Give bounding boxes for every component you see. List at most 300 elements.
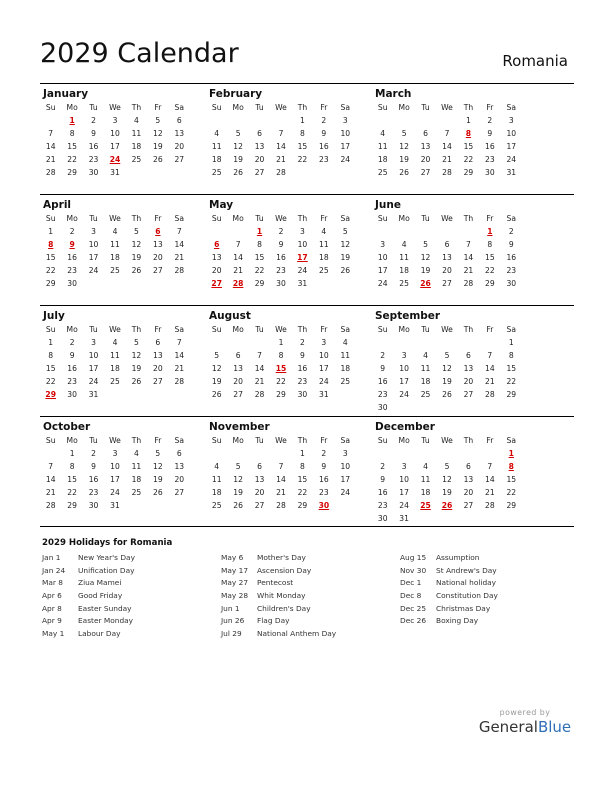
day-cell: 12 (442, 364, 452, 373)
day-cell: 6 (257, 129, 262, 138)
day-cell: 11 (420, 475, 431, 484)
day-cell: 16 (67, 364, 77, 373)
empty-day-cell (393, 336, 414, 349)
day-cell: 6 (423, 129, 428, 138)
day-cell: 14 (174, 351, 185, 360)
week-row (40, 264, 190, 277)
day-cell: 21 (174, 253, 185, 262)
day-cell: 28 (276, 501, 286, 510)
week-row (372, 499, 522, 512)
day-cell: 5 (134, 338, 139, 347)
week-row (206, 375, 356, 388)
week-row (206, 238, 356, 251)
week-row (40, 362, 190, 375)
day-cell: 26 (153, 155, 163, 164)
day-cell: 20 (233, 377, 243, 386)
day-cell: 11 (110, 351, 120, 360)
day-cell: 6 (235, 351, 241, 360)
holiday-item (42, 628, 212, 641)
day-cell: 25 (211, 168, 222, 177)
day-cell: 13 (211, 253, 222, 262)
week-row (206, 251, 356, 264)
week-row (40, 388, 190, 401)
holiday-item (400, 603, 570, 616)
holiday-date: Dec 1 (400, 578, 422, 588)
holiday-item (400, 615, 570, 628)
weekday-label: Fr (154, 325, 162, 334)
week-row (40, 225, 190, 238)
weekday-label: We (275, 325, 287, 334)
day-cell: 18 (319, 253, 329, 262)
holiday-date: May 28 (221, 591, 249, 601)
day-cell: 14 (45, 142, 56, 151)
day-cell: 7 (48, 462, 54, 471)
empty-day-cell (169, 166, 190, 179)
day-cell: 3 (342, 449, 348, 458)
empty-day-cell (436, 336, 457, 349)
weekday-label: Su (211, 103, 222, 112)
day-cell: 16 (377, 377, 388, 386)
weekday-label: Th (297, 436, 308, 445)
empty-day-cell (335, 388, 356, 401)
holiday-date: Jan 1 (42, 553, 61, 562)
week-row (372, 447, 522, 460)
day-cell: 31 (110, 501, 120, 510)
day-cell: 12 (211, 364, 222, 373)
weekday-label: Su (211, 325, 222, 334)
weekday-label: Su (211, 214, 222, 223)
holiday-item (42, 577, 212, 590)
weekday-header (206, 101, 356, 114)
empty-day-cell (335, 166, 356, 179)
holiday-name: Christmas Day (436, 603, 491, 613)
day-cell: 20 (420, 155, 431, 164)
day-cell: 19 (233, 488, 243, 497)
day-cell: 12 (399, 142, 409, 151)
weekday-label: Tu (89, 325, 98, 334)
empty-day-cell (479, 512, 500, 525)
day-cell: 31 (319, 390, 329, 399)
week-row (40, 238, 190, 251)
weekday-header (372, 323, 522, 336)
day-cell: 25 (131, 155, 142, 164)
day-cell: 27 (420, 168, 431, 177)
weekday-label: Mo (66, 325, 78, 334)
day-cell: 10 (377, 253, 388, 262)
month-october (40, 417, 190, 527)
holiday-column (400, 552, 570, 628)
month-name: January (43, 88, 89, 100)
day-cell: 23 (67, 377, 77, 386)
day-cell: 1 (508, 449, 514, 458)
day-cell: 10 (88, 240, 99, 249)
day-cell: 24 (340, 488, 351, 497)
weekday-label: We (441, 103, 453, 112)
day-cell: 11 (211, 475, 222, 484)
week-row (206, 349, 356, 362)
day-cell: 19 (442, 377, 452, 386)
day-cell: 16 (319, 475, 329, 484)
week-row (372, 486, 522, 499)
empty-day-cell (270, 447, 291, 460)
day-cell: 27 (153, 377, 163, 386)
week-row (372, 401, 522, 414)
day-cell: 1 (69, 449, 75, 458)
day-cell: 9 (487, 129, 493, 138)
day-cell: 22 (506, 377, 517, 386)
week-row (206, 166, 356, 179)
empty-day-cell (147, 499, 168, 512)
day-cell: 17 (110, 475, 120, 484)
week-row (372, 127, 522, 140)
day-cell: 14 (276, 475, 286, 484)
day-cell: 23 (377, 390, 388, 399)
month-april (40, 195, 190, 305)
day-cell: 28 (174, 377, 185, 386)
day-cell: 25 (420, 390, 431, 399)
day-cell: 20 (254, 488, 265, 497)
weekday-label: Th (131, 214, 142, 223)
day-cell: 30 (88, 501, 99, 510)
weekday-label: Tu (421, 103, 430, 112)
day-cell: 18 (420, 377, 431, 386)
empty-day-cell (147, 388, 168, 401)
week-row (372, 277, 522, 290)
day-cell: 23 (88, 155, 99, 164)
day-cell: 29 (485, 279, 495, 288)
weekday-label: Mo (232, 325, 244, 334)
week-row (372, 460, 522, 473)
holiday-name: Assumption (436, 553, 480, 562)
weekday-label: We (275, 214, 287, 223)
week-row (372, 264, 522, 277)
holiday-date: May 1 (42, 629, 65, 639)
day-cell: 24 (340, 155, 351, 164)
day-cell: 9 (508, 240, 514, 249)
weekday-label: Mo (398, 103, 410, 112)
day-cell: 8 (487, 240, 493, 249)
day-cell: 31 (399, 514, 409, 523)
day-cell: 26 (211, 390, 222, 399)
holiday-name: Labour Day (78, 629, 121, 639)
day-cell: 10 (399, 364, 409, 373)
weekday-label: Tu (89, 214, 98, 223)
weekday-label: Mo (232, 214, 244, 223)
day-cell: 9 (69, 240, 75, 249)
empty-day-cell (393, 225, 414, 238)
holiday-item (221, 603, 391, 616)
day-cell: 3 (91, 227, 96, 236)
day-cell: 29 (506, 390, 517, 399)
weekday-label: Su (211, 436, 222, 445)
day-cell: 22 (67, 155, 77, 164)
day-cell: 26 (420, 279, 431, 288)
week-row (40, 460, 190, 473)
day-cell: 25 (110, 266, 120, 275)
day-cell: 3 (380, 240, 386, 249)
weekday-label: Fr (154, 436, 162, 445)
day-cell: 7 (444, 129, 450, 138)
brand-logo (475, 708, 575, 736)
day-cell: 30 (485, 168, 495, 177)
day-cell: 5 (444, 462, 450, 471)
weekday-header (40, 434, 190, 447)
day-cell: 9 (278, 240, 284, 249)
weekday-label: Tu (89, 436, 98, 445)
empty-day-cell (126, 166, 147, 179)
day-cell: 22 (45, 266, 56, 275)
holiday-date: Dec 25 (400, 603, 427, 613)
week-row (372, 153, 522, 166)
holiday-item (42, 603, 212, 616)
day-cell: 28 (232, 279, 244, 288)
day-cell: 1 (278, 338, 284, 347)
empty-day-cell (372, 114, 393, 127)
day-cell: 19 (153, 475, 163, 484)
holiday-column (221, 552, 391, 641)
day-cell: 16 (377, 488, 388, 497)
empty-day-cell (436, 114, 457, 127)
day-cell: 20 (174, 142, 185, 151)
day-cell: 6 (466, 351, 471, 360)
week-row (40, 336, 190, 349)
day-cell: 24 (319, 377, 329, 386)
day-cell: 25 (110, 377, 120, 386)
day-cell: 15 (67, 142, 77, 151)
day-cell: 26 (441, 501, 453, 510)
day-cell: 28 (485, 501, 495, 510)
empty-day-cell (479, 447, 500, 460)
holiday-item (42, 615, 212, 628)
day-cell: 13 (254, 475, 265, 484)
weekday-label: Tu (255, 103, 264, 112)
day-cell: 31 (506, 168, 517, 177)
empty-day-cell (415, 401, 436, 414)
week-row (372, 349, 522, 362)
holidays-title: 2029 Holidays for Romania (42, 538, 173, 548)
day-cell: 27 (233, 390, 243, 399)
holiday-name: National Anthem Day (257, 629, 337, 639)
day-cell: 21 (485, 377, 495, 386)
holiday-name: St Andrew's Day (436, 565, 497, 575)
weekday-label: We (109, 325, 121, 334)
day-cell: 11 (211, 142, 222, 151)
day-cell: 23 (276, 266, 286, 275)
day-cell: 9 (69, 351, 75, 360)
day-cell: 30 (88, 168, 99, 177)
holiday-name: Children's Day (257, 603, 311, 613)
day-cell: 26 (340, 266, 351, 275)
day-cell: 21 (485, 488, 495, 497)
day-cell: 1 (300, 116, 305, 125)
weekday-header (206, 434, 356, 447)
day-cell: 10 (340, 462, 351, 471)
day-cell: 29 (254, 279, 265, 288)
day-cell: 21 (233, 266, 243, 275)
weekday-label: Sa (506, 325, 517, 334)
day-cell: 7 (487, 351, 493, 360)
day-cell: 9 (321, 129, 327, 138)
empty-day-cell (292, 166, 313, 179)
week-row (372, 336, 522, 349)
day-cell: 2 (91, 116, 96, 125)
day-cell: 18 (420, 488, 431, 497)
weekday-label: Su (45, 325, 56, 334)
day-cell: 10 (110, 129, 120, 138)
day-cell: 27 (211, 279, 222, 288)
day-cell: 20 (254, 155, 265, 164)
empty-day-cell (313, 166, 334, 179)
day-cell: 21 (254, 377, 265, 386)
holiday-name: Constitution Day (436, 591, 498, 601)
week-row (40, 251, 190, 264)
holiday-date: Jun 26 (221, 616, 245, 626)
brand-name-blue: Blue (537, 718, 572, 736)
month-name: September (375, 310, 441, 322)
weekday-label: Tu (421, 436, 430, 445)
day-cell: 17 (399, 488, 409, 497)
weekday-label: Sa (506, 436, 517, 445)
day-cell: 8 (508, 351, 514, 360)
day-cell: 26 (442, 390, 452, 399)
day-cell: 17 (297, 253, 308, 262)
weekday-label: We (109, 103, 121, 112)
empty-day-cell (249, 114, 270, 127)
day-cell: 23 (67, 266, 77, 275)
day-cell: 24 (88, 266, 99, 275)
empty-day-cell (372, 225, 393, 238)
day-cell: 10 (340, 129, 351, 138)
weekday-label: Mo (66, 103, 78, 112)
weekday-label: Th (463, 325, 474, 334)
weekday-label: We (275, 436, 287, 445)
weekday-header (372, 212, 522, 225)
day-cell: 27 (254, 501, 265, 510)
day-cell: 23 (319, 155, 329, 164)
weekday-label: Su (45, 103, 56, 112)
empty-day-cell (227, 447, 248, 460)
day-cell: 7 (235, 240, 241, 249)
week-row (206, 264, 356, 277)
day-cell: 16 (297, 364, 308, 373)
month-name: May (209, 199, 234, 211)
week-row (206, 499, 356, 512)
day-cell: 3 (342, 116, 348, 125)
month-name: July (43, 310, 65, 322)
week-row (206, 486, 356, 499)
day-cell: 28 (254, 390, 265, 399)
brand-name (475, 718, 575, 736)
holiday-name: Flag Day (257, 616, 290, 626)
day-cell: 12 (420, 253, 431, 262)
day-cell: 24 (297, 266, 308, 275)
day-cell: 20 (174, 475, 185, 484)
day-cell: 5 (134, 227, 139, 236)
day-cell: 18 (399, 266, 409, 275)
empty-day-cell (479, 336, 500, 349)
day-cell: 15 (67, 475, 77, 484)
day-cell: 22 (297, 155, 308, 164)
day-cell: 4 (342, 338, 348, 347)
month-name: February (209, 88, 263, 100)
weekday-label: Sa (174, 103, 185, 112)
weekday-header (206, 212, 356, 225)
day-cell: 24 (377, 279, 388, 288)
day-cell: 1 (300, 449, 305, 458)
month-row (40, 305, 574, 416)
day-cell: 28 (485, 390, 495, 399)
day-cell: 22 (506, 488, 517, 497)
day-cell: 26 (131, 266, 142, 275)
empty-day-cell (104, 277, 125, 290)
holiday-item (42, 565, 212, 578)
empty-day-cell (147, 277, 168, 290)
day-cell: 20 (211, 266, 222, 275)
holiday-name: Whit Monday (257, 591, 306, 601)
empty-day-cell (126, 499, 147, 512)
day-cell: 8 (465, 129, 472, 138)
week-row (40, 486, 190, 499)
day-cell: 6 (155, 227, 161, 236)
day-cell: 25 (399, 279, 409, 288)
powered-by-text: powered by (499, 708, 551, 717)
empty-day-cell (393, 447, 414, 460)
day-cell: 31 (297, 279, 308, 288)
empty-day-cell (40, 447, 61, 460)
day-cell: 3 (508, 116, 514, 125)
weekday-label: Mo (66, 214, 78, 223)
day-cell: 17 (110, 142, 120, 151)
day-cell: 16 (506, 253, 517, 262)
day-cell: 9 (91, 129, 96, 138)
day-cell: 27 (442, 279, 452, 288)
holiday-item (42, 590, 212, 603)
day-cell: 13 (442, 253, 452, 262)
empty-day-cell (270, 114, 291, 127)
day-cell: 21 (276, 155, 286, 164)
day-cell: 12 (340, 240, 351, 249)
weekday-label: Sa (340, 103, 351, 112)
empty-day-cell (126, 277, 147, 290)
day-cell: 13 (174, 129, 185, 138)
day-cell: 26 (233, 168, 243, 177)
day-cell: 7 (278, 462, 284, 471)
day-cell: 14 (485, 364, 495, 373)
day-cell: 7 (257, 351, 262, 360)
holiday-item (221, 552, 391, 565)
empty-day-cell (126, 388, 147, 401)
day-cell: 26 (131, 377, 142, 386)
weekday-label: Sa (174, 214, 185, 223)
day-cell: 1 (466, 116, 471, 125)
month-december (372, 417, 522, 527)
holiday-date: May 17 (221, 565, 249, 575)
week-row (206, 225, 356, 238)
weekday-label: We (441, 325, 453, 334)
day-cell: 18 (131, 142, 142, 151)
day-cell: 29 (67, 168, 77, 177)
weekday-label: Fr (154, 214, 162, 223)
day-cell: 15 (506, 475, 517, 484)
day-cell: 6 (176, 449, 182, 458)
weekday-label: Fr (486, 103, 494, 112)
day-cell: 29 (463, 168, 474, 177)
day-cell: 4 (321, 227, 327, 236)
day-cell: 14 (485, 475, 495, 484)
day-cell: 15 (254, 253, 265, 262)
empty-day-cell (393, 114, 414, 127)
empty-day-cell (501, 401, 522, 414)
